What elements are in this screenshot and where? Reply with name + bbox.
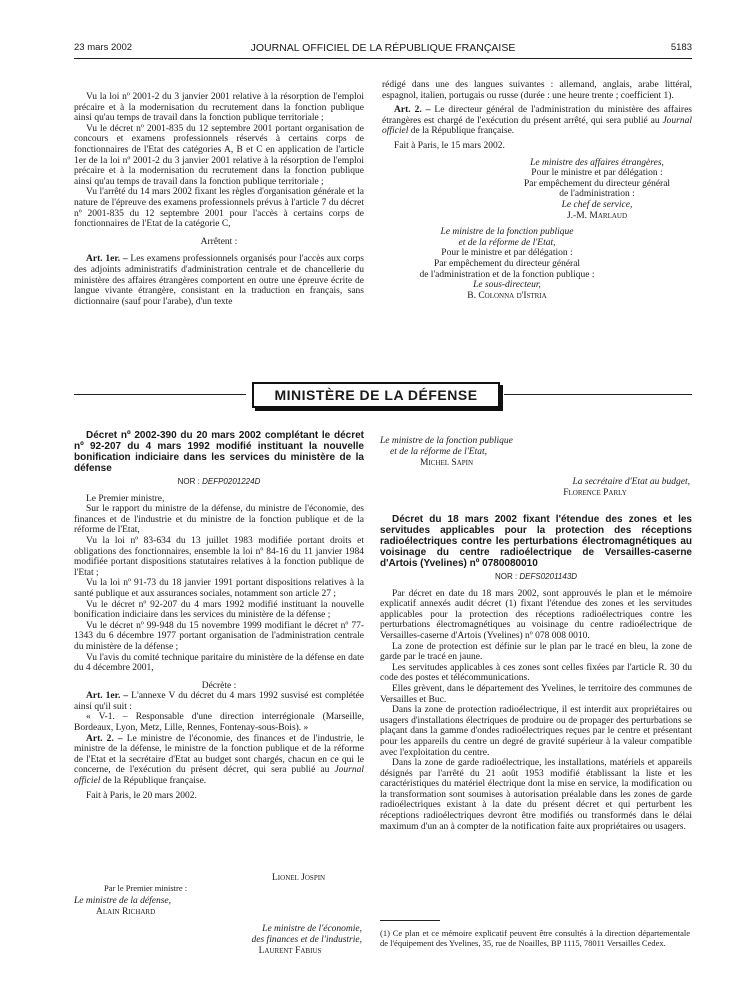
signing-date: Fait à Paris, le 20 mars 2002.	[86, 790, 197, 801]
article-label: Art. 2. –	[394, 105, 431, 116]
paragraph: Sur le rapport du ministre de la défense, du ministre de l'économie, des finances et de l'industrie et du ministre de la fonction publique et de la réforme de l'Etat,	[74, 504, 364, 536]
footnote-rule	[380, 920, 440, 921]
article-1	[74, 691, 364, 712]
signing-date: Fait à Paris, le 15 mars 2002.	[394, 140, 505, 151]
signatory-name: J.-M. Marlaud	[566, 210, 628, 221]
signatory-name: Florence Parly	[563, 488, 627, 498]
quote: « V-1. – Responsable d'une direction interrégionale (Marseille, Bordeaux, Lyon, Metz, Lille, Rennes, Fontenay-sous-Bois). »	[74, 712, 364, 734]
paragraph: Elles grèvent, dans le département des Yvelines, le territoire des communes de Versailles et Buc.	[380, 683, 692, 705]
signature-line: de l'administration :	[559, 189, 635, 200]
top-left-column	[74, 92, 364, 307]
footnote: (1) Ce plan et ce mémoire explicatif peuvent être consultés à la direction départementale de l'équipement des Yvelines, 35, rue de Noailles, BP 1115, 78011 Versailles Cedex.	[380, 928, 690, 948]
signature-line: Le ministre de la fonction publique	[440, 227, 574, 238]
article-label: Art. 2. –	[86, 733, 123, 744]
decree-1-column	[74, 430, 364, 801]
signature-line: et de la réforme de l'Etat,	[458, 237, 556, 248]
signature-line: Le ministre de la défense,	[74, 896, 172, 906]
signature-line: La secrétaire d'Etat au budget,	[572, 477, 690, 487]
signature-line: des finances et de l'industrie,	[251, 935, 362, 945]
signature-block-1	[382, 158, 692, 222]
journal-ref: Journal officiel	[74, 765, 364, 787]
decree-title: Décret du 18 mars 2002 fixant l'étendue des zones et les servitudes applicables pour la protection des réceptions radioélectriques contre les perturbations électromagnétiques au voisinage du centre radioélectrique de Versailles-caserne d'Artois (Yvelines) nº 0780080010	[380, 514, 692, 569]
signature-line: Par le Premier ministre :	[104, 883, 188, 893]
header-page-number: 5183	[670, 42, 692, 53]
paragraph: Vu la loi nº 2001-2 du 3 janvier 2001 relative à la résorption de l'emploi précaire et à la modernisation du recrutement dans la fonction publique ainsi qu'au temps de travail dans la fonction publique territoriale ;	[74, 92, 364, 124]
arretent-heading: Arrêtent :	[200, 236, 238, 247]
signature-line: Le ministre de l'économie,	[262, 924, 362, 934]
decree-2-column	[380, 514, 692, 832]
nor-reference	[380, 572, 692, 583]
journal-ref: Journal officiel	[382, 115, 692, 137]
signature-line: Pour le ministre et par délégation :	[441, 248, 573, 259]
article-label: Art. 1er. –	[86, 691, 129, 702]
paragraph: Par décret en date du 18 mars 2002, sont approuvés le plan et le mémoire explicatif annexés audit décret (1) fixant l'étendue des zones et les servitudes applicables pour la protection des réceptions radioélectriques contre les perturbations électromagnétiques au voisinage du centre radioélectrique de Versailles-caserne d'Artois (Yvelines) nº 078 008 0010.	[380, 588, 692, 641]
paragraph: Vu l'arrêté du 14 mars 2002 fixant les règles d'organisation générale et la nature de l'épreuve des examens professionnels prévus à l'article 7 du décret nº 2001-835 du 12 septembre 2001 pour l'accès à certains corps de fonctionnaires de l'Etat de la catégorie C,	[74, 187, 364, 230]
paragraph: Les servitudes applicables à ces zones sont celles fixées par l'article R. 30 du code des postes et télécommunications.	[380, 662, 692, 684]
article-text-end: de la République française.	[100, 776, 207, 787]
nor-label: NOR :	[177, 477, 203, 486]
nor-code: DEFP0201224D	[202, 477, 261, 486]
paragraph: Vu l'avis du comité technique paritaire du ministère de la défense en date du 4 décembre 2001,	[74, 652, 364, 674]
signatory-name: Laurent Fabius	[258, 946, 322, 956]
signature-line: Par empêchement du directeur général	[433, 258, 581, 269]
article-text-end: de la République française.	[408, 126, 515, 137]
header-date: 23 mars 2002	[74, 42, 133, 53]
signatory-name: B. Colonna d'Istria	[467, 290, 547, 301]
signature-line: de l'administration et de la fonction publique :	[419, 269, 595, 280]
decree-title: Décret nº 2002-390 du 20 mars 2002 complétant le décret nº 92-207 du 4 mars 1992 modifié instituant la nouvelle bonification indiciaire dans les services du ministère de la défense	[74, 430, 364, 474]
signatory-name: Alain Richard	[96, 907, 156, 917]
paragraph: Vu la loi nº 91-73 du 18 janvier 1991 portant dispositions relatives à la santé publique et aux assurances sociales, notamment son article 27 ;	[74, 578, 364, 599]
signature-line: Le sous-directeur,	[473, 280, 541, 291]
signatory-name: Michel Sapin	[420, 458, 474, 468]
article-2	[74, 734, 364, 787]
paragraph: Le Premier ministre,	[86, 493, 165, 504]
decrete-heading: Décrète :	[201, 680, 237, 691]
signatory-name: Lionel Jospin	[272, 873, 326, 883]
signature-line: Le chef de service,	[561, 199, 633, 210]
paragraph: Dans la zone de protection radioélectrique, il est interdit aux propriétaires ou usagers d'installations électriques de produire ou de propager des perturbations se plaçant dans la gamme d'ondes radioélectriques reçues par le centre et présentant pour les appareils du centre un degré de gravité supérieur à la valeur compatible avec l'exploitation du centre.	[380, 705, 692, 758]
header-title: JOURNAL OFFICIEL DE LA RÉPUBLIQUE FRANÇAISE	[250, 42, 516, 54]
paragraph: Dans la zone de garde radioélectrique, les installations, matériels et appareils désignés par l'arrêté du 21 août 1953 modifié établissant la liste et les caractéristiques du matériel électrique dont la mise en service, la modification ou la transformation sont soumises à autorisation préalable dans les zones de garde radioélectriques existant à la date du présent décret et qui perturbent les réceptions radioélectriques devront être modifiés ou transformés dans le délai maximum d'un an à compter de la notification faite aux propriétaires ou usagers.	[380, 758, 692, 832]
paragraph: Vu le décret nº 2001-835 du 12 septembre 2001 portant organisation de concours et examens professionnels réservés à certains corps de fonctionnaires de l'Etat des catégories A, B et C en application de l'article 1er de la loi nº 2001-2 du 3 janvier 2001 relative à la résorption de l'emploi précaire et à la modernisation du recrutement dans la fonction publique ainsi qu'au temps de travail dans la fonction publique territoriale ;	[74, 123, 364, 187]
article-text: L'annexe V du décret du 4 mars 1992 susvisé est complétée ainsi qu'il suit :	[74, 691, 364, 712]
paragraph: Vu le décret nº 92-207 du 4 mars 1992 modifié instituant la nouvelle bonification indiciaire dans les services du ministère de la défense ;	[74, 599, 364, 621]
header-rule	[74, 58, 692, 59]
ministry-heading: MINISTÈRE DE LA DÉFENSE	[252, 382, 500, 408]
paragraph: rédigé dans une des langues suivantes : allemand, anglais, arabe littéral, espagnol, italien, portugais ou russe (durée : une heure trente ; coefficient 1).	[382, 80, 692, 101]
nor-label: NOR :	[494, 572, 520, 581]
article-text: Le directeur général de l'administration du ministère des affaires étrangères est chargé de l'exécution du présent arrêté, qui sera publié au	[382, 105, 692, 126]
paragraph: Vu le décret nº 99-948 du 15 novembre 1999 modifiant le décret nº 77-1343 du 6 décembre 1977 portant organisation de l'administration centrale du ministère de la défense ;	[74, 620, 364, 652]
signature-line: Le ministre des affaires étrangères,	[530, 157, 664, 168]
top-right-column	[382, 80, 692, 301]
page-header	[74, 42, 692, 56]
article-text: Les examens professionnels organisés pour l'accès aux corps des adjoints administratifs d'administration centrale et de chancellerie du ministère des affaires étrangères comportent en outre une épreuve écrite de langue vivante étrangère, consistant en la traduction en français, sans dictionnaire (sauf pour l'arabe), d'un texte	[74, 254, 364, 307]
nor-code: DEFS0201143D	[519, 572, 578, 581]
article-2	[382, 105, 692, 137]
paragraph: Vu la loi nº 83-634 du 13 juillet 1983 modifiée portant droits et obligations des fonctionnaires, ensemble la loi nº 84-16 du 11 janvier 1984 modifiée portant dispositions statutaires relatives à la fonction publique de l'Etat ;	[74, 535, 364, 578]
article-text: Le ministre de l'économie, des finances et de l'industrie, le ministre de la défense, le ministre de la fonction publique et de la réforme de l'Etat et la secrétaire d'Etat au budget sont chargés, chacun en ce qui le concerne, de l'exécution du présent décret, qui sera publié au	[74, 733, 364, 776]
paragraph: La zone de protection est définie sur le plan par le tracé en bleu, la zone de garde par le tracé en jaune.	[380, 641, 692, 663]
article-1	[74, 254, 364, 307]
nor-reference	[74, 477, 364, 488]
signature-line: Par empêchement du directeur général	[523, 178, 671, 189]
signature-line: Pour le ministre et par délégation :	[531, 168, 663, 179]
signature-block-2	[382, 227, 632, 301]
signature-line: et de la réforme de l'Etat,	[390, 447, 488, 457]
signature-line: Le ministre de la fonction publique	[380, 436, 513, 446]
article-label: Art. 1er. –	[86, 254, 128, 265]
